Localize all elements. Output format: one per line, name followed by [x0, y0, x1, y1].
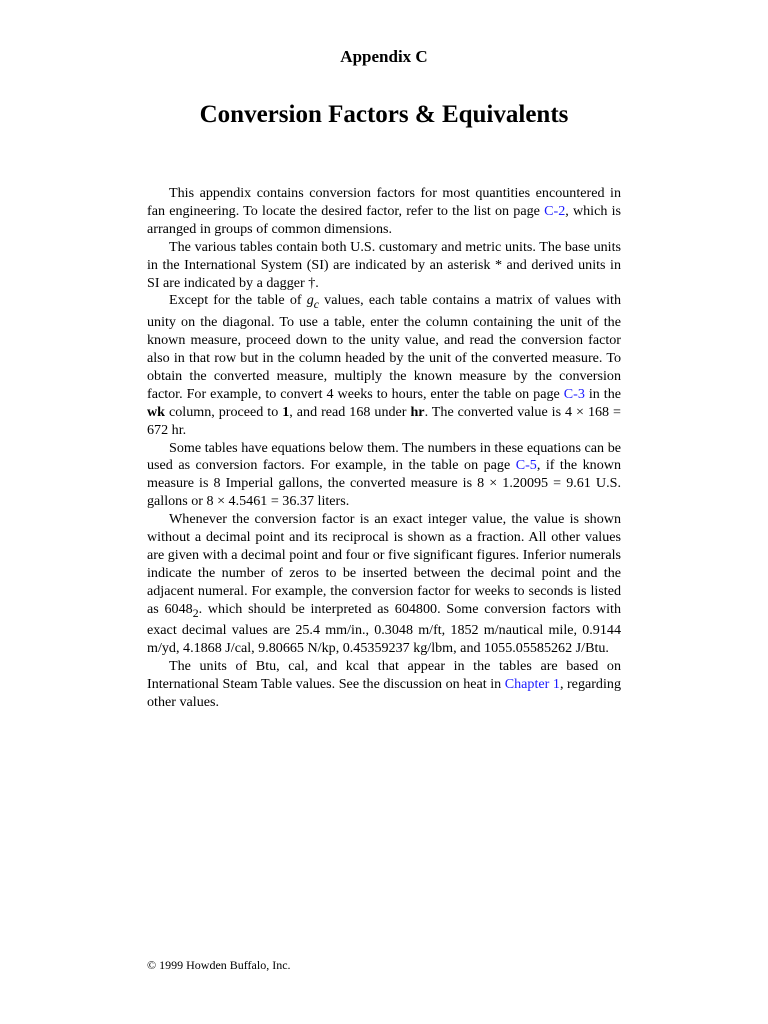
paragraph-heat-units: The units of Btu, cal, and kcal that appear in the tables are based on International Steam Table values. See the discussion on heat in Chapter 1, regarding other values. [147, 658, 621, 710]
page-title: Conversion Factors & Equivalents [199, 101, 569, 128]
page-link-c5[interactable]: C-5 [515, 457, 537, 474]
page-link-c3[interactable]: C-3 [563, 385, 585, 402]
gc-symbol: $g_c$ [306, 292, 319, 312]
page-link-c2[interactable]: C-2 [544, 202, 566, 219]
copyright-footer: © 1999 Howden Buffalo, Inc. [147, 958, 291, 972]
chapter-1-link[interactable]: Chapter 1 [504, 676, 560, 693]
body-text [147, 185, 621, 712]
appendix-label: Appendix C [340, 47, 428, 66]
wk-column-label: wk [147, 403, 166, 420]
paragraph-equations: Some tables have equations below them. The numbers in these equations can be used as conversion factors. For example, in the table on page C-5, if the known measure is 8 Imperial gallons, the converted measure is 8 × 1.20095 = 9.61 U.S. gallons or 8 × 4.5461 = 36.37 liters. [147, 439, 621, 510]
paragraph-notation: Whenever the conversion factor is an exact integer value, the value is shown without a decimal point and its reciprocal is shown as a fraction. All other values are given with a decimal point and four or five significant figures. Inferior numerals indicate the number of zeros to be inserted between the decimal point and the adjacent numeral. For example, the conversion factor for weeks to seconds is listed as $6048_2$. which should be interpreted as 604800. Some conversion factors with exact decimal values are 25.4 mm/in., 0.3048 m/ft, 1852 m/nautical mile, 0.9144 m/yd, 4.1868 J/cal, 9.80665 N/kp, 0.45359237 kg/lbm, and 1055.05585262 J/Btu. [147, 511, 621, 657]
unity-value: 1 [282, 403, 290, 420]
inferior-numeral: 2 [192, 606, 199, 620]
paragraph-table-usage: Except for the table of $g_c$ values, each table contains a matrix of values with unity on the diagonal. To use a table, enter the column containing the unit of the known measure, proceed down to the unity value, and read the conversion factor also in that row but in the column headed by the unit of the converted measure. To obtain the converted measure, multiply the known measure by the conversion factor. For example, to convert 4 weeks to hours, enter the table on page C-3 in the wk column, proceed to 1, and read 168 under hr. The converted value is 4 × 168 = 672 hr. [147, 292, 622, 438]
paragraph-intro: This appendix contains conversion factors for most quantities encountered in fan engineering. To locate the desired factor, refer to the list on page C-2, which is arranged in groups of common dimensions. [147, 185, 621, 237]
paragraph-units: The various tables contain both U.S. customary and metric units. The base units in the International System (SI) are indicated by an asterisk * and derived units in SI are indicated by a dagger †. [147, 238, 621, 291]
hr-column-label: hr [410, 403, 425, 420]
